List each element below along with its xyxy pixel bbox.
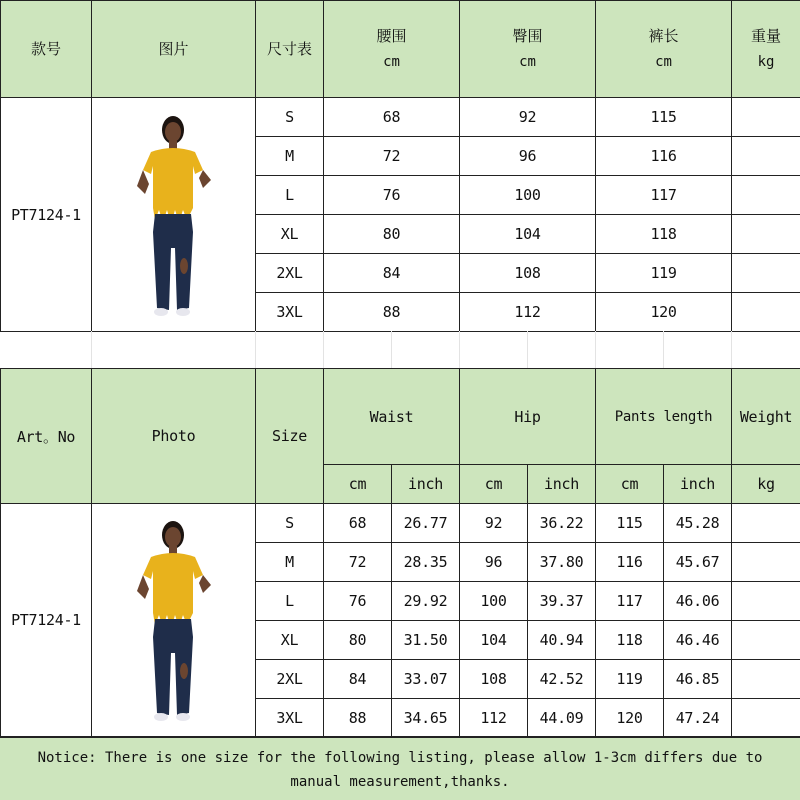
en-hip-cm: 92 [460,504,528,543]
en-len-cm: 117 [596,582,664,621]
en-hip-inch: 40.94 [528,621,596,660]
cn-waist: 80 [324,215,460,254]
cn-weight [732,215,800,254]
en-waist-cm: 80 [324,621,392,660]
en-waist-cm: 84 [324,660,392,699]
en-hip-cm: 100 [460,582,528,621]
cn-size: M [256,137,324,176]
en-len-cm: 120 [596,699,664,737]
cn-length: 115 [596,98,732,137]
en-hip-cm: 96 [460,543,528,582]
en-unit-weight-kg: kg [732,465,800,504]
en-weight [732,621,800,660]
spacer-line [663,331,664,368]
en-waist-cm: 88 [324,699,392,737]
cn-header-photo: 图片 [92,1,256,98]
cn-length: 118 [596,215,732,254]
table-row [1,98,800,137]
en-unit-waist-inch: inch [392,465,460,504]
cn-hip: 104 [460,215,596,254]
en-waist-cm: 76 [324,582,392,621]
notice-line-2: manual measurement,thanks. [290,774,510,790]
cn-waist-label: 腰围 [376,27,407,45]
cn-header-weight [732,1,800,98]
en-len-cm: 118 [596,621,664,660]
table-spacer [0,331,800,368]
cn-weight-label: 重量 [751,27,782,45]
spacer-line [323,331,324,368]
cn-header-hip [460,1,596,98]
cn-pants-unit: cm [655,54,672,70]
en-waist-inch: 29.92 [392,582,460,621]
cn-size: 3XL [256,293,324,332]
en-len-cm: 119 [596,660,664,699]
en-unit-len-cm: cm [596,465,664,504]
en-size: L [256,582,324,621]
en-size: 3XL [256,699,324,737]
cn-header-size: 尺寸表 [256,1,324,98]
en-header-art-no: Art。No [1,369,92,504]
table-row [1,504,800,543]
en-header-photo: Photo [92,369,256,504]
cn-weight [732,293,800,332]
en-weight [732,543,800,582]
spacer-line [91,331,92,368]
en-photo-cell [92,504,256,737]
cn-hip-unit: cm [519,54,536,70]
en-unit-waist-cm: cm [324,465,392,504]
en-hip-cm: 112 [460,699,528,737]
cn-hip-label: 臀围 [512,27,543,45]
cn-weight [732,176,800,215]
en-waist-inch: 26.77 [392,504,460,543]
cn-hip: 100 [460,176,596,215]
cn-length: 116 [596,137,732,176]
en-header-weight: Weight [732,369,800,465]
en-waist-inch: 28.35 [392,543,460,582]
cn-size: XL [256,215,324,254]
cn-art-no: PT7124-1 [1,98,92,332]
cn-weight [732,98,800,137]
en-unit-hip-inch: inch [528,465,596,504]
size-chart-cn [0,0,800,332]
en-header-size: Size [256,369,324,504]
cn-waist: 84 [324,254,460,293]
en-len-inch: 46.06 [664,582,732,621]
en-size: M [256,543,324,582]
cn-hip: 112 [460,293,596,332]
en-waist-cm: 68 [324,504,392,543]
cn-header-pants-length [596,1,732,98]
en-len-cm: 115 [596,504,664,543]
en-header-row [1,369,800,465]
cn-photo-cell [92,98,256,332]
spacer-line [391,331,392,368]
spacer-line [459,331,460,368]
cn-hip: 108 [460,254,596,293]
en-hip-inch: 42.52 [528,660,596,699]
cn-header-waist [324,1,460,98]
en-waist-inch: 34.65 [392,699,460,737]
cn-hip: 92 [460,98,596,137]
en-waist-inch: 31.50 [392,621,460,660]
model-photo-icon [129,513,219,727]
en-waist-inch: 33.07 [392,660,460,699]
cn-hip: 96 [460,137,596,176]
en-art-no: PT7124-1 [1,504,92,737]
cn-length: 119 [596,254,732,293]
en-weight [732,582,800,621]
cn-waist: 68 [324,98,460,137]
en-header-waist: Waist [324,369,460,465]
en-len-inch: 45.28 [664,504,732,543]
cn-pants-label: 裤长 [648,27,679,45]
model-photo-icon [129,108,219,322]
en-hip-cm: 108 [460,660,528,699]
en-waist-cm: 72 [324,543,392,582]
en-len-inch: 45.67 [664,543,732,582]
measurement-notice [0,737,800,800]
cn-length: 120 [596,293,732,332]
cn-size: S [256,98,324,137]
en-unit-len-inch: inch [664,465,732,504]
en-size: 2XL [256,660,324,699]
cn-waist: 72 [324,137,460,176]
cn-header-art-no: 款号 [1,1,92,98]
en-hip-inch: 44.09 [528,699,596,737]
en-len-inch: 46.85 [664,660,732,699]
en-len-inch: 46.46 [664,621,732,660]
spacer-line [527,331,528,368]
en-header-pants-length: Pants length [596,369,732,465]
size-chart-en [0,368,800,737]
cn-weight [732,137,800,176]
spacer-line [595,331,596,368]
en-hip-inch: 39.37 [528,582,596,621]
en-weight [732,504,800,543]
cn-weight-unit: kg [757,54,775,70]
en-len-cm: 116 [596,543,664,582]
spacer-line [731,331,732,368]
cn-header-row [1,1,800,98]
en-size: S [256,504,324,543]
en-size: XL [256,621,324,660]
cn-waist-unit: cm [383,54,400,70]
en-len-inch: 47.24 [664,699,732,737]
cn-length: 117 [596,176,732,215]
en-unit-hip-cm: cm [460,465,528,504]
cn-weight [732,254,800,293]
cn-waist: 88 [324,293,460,332]
en-hip-inch: 36.22 [528,504,596,543]
en-hip-cm: 104 [460,621,528,660]
en-weight [732,660,800,699]
cn-size: 2XL [256,254,324,293]
cn-size: L [256,176,324,215]
en-header-hip: Hip [460,369,596,465]
notice-line-1: Notice: There is one size for the following listing, please allow 1-3cm differs due to [37,750,763,766]
en-hip-inch: 37.80 [528,543,596,582]
spacer-line [255,331,256,368]
en-weight [732,699,800,737]
cn-waist: 76 [324,176,460,215]
